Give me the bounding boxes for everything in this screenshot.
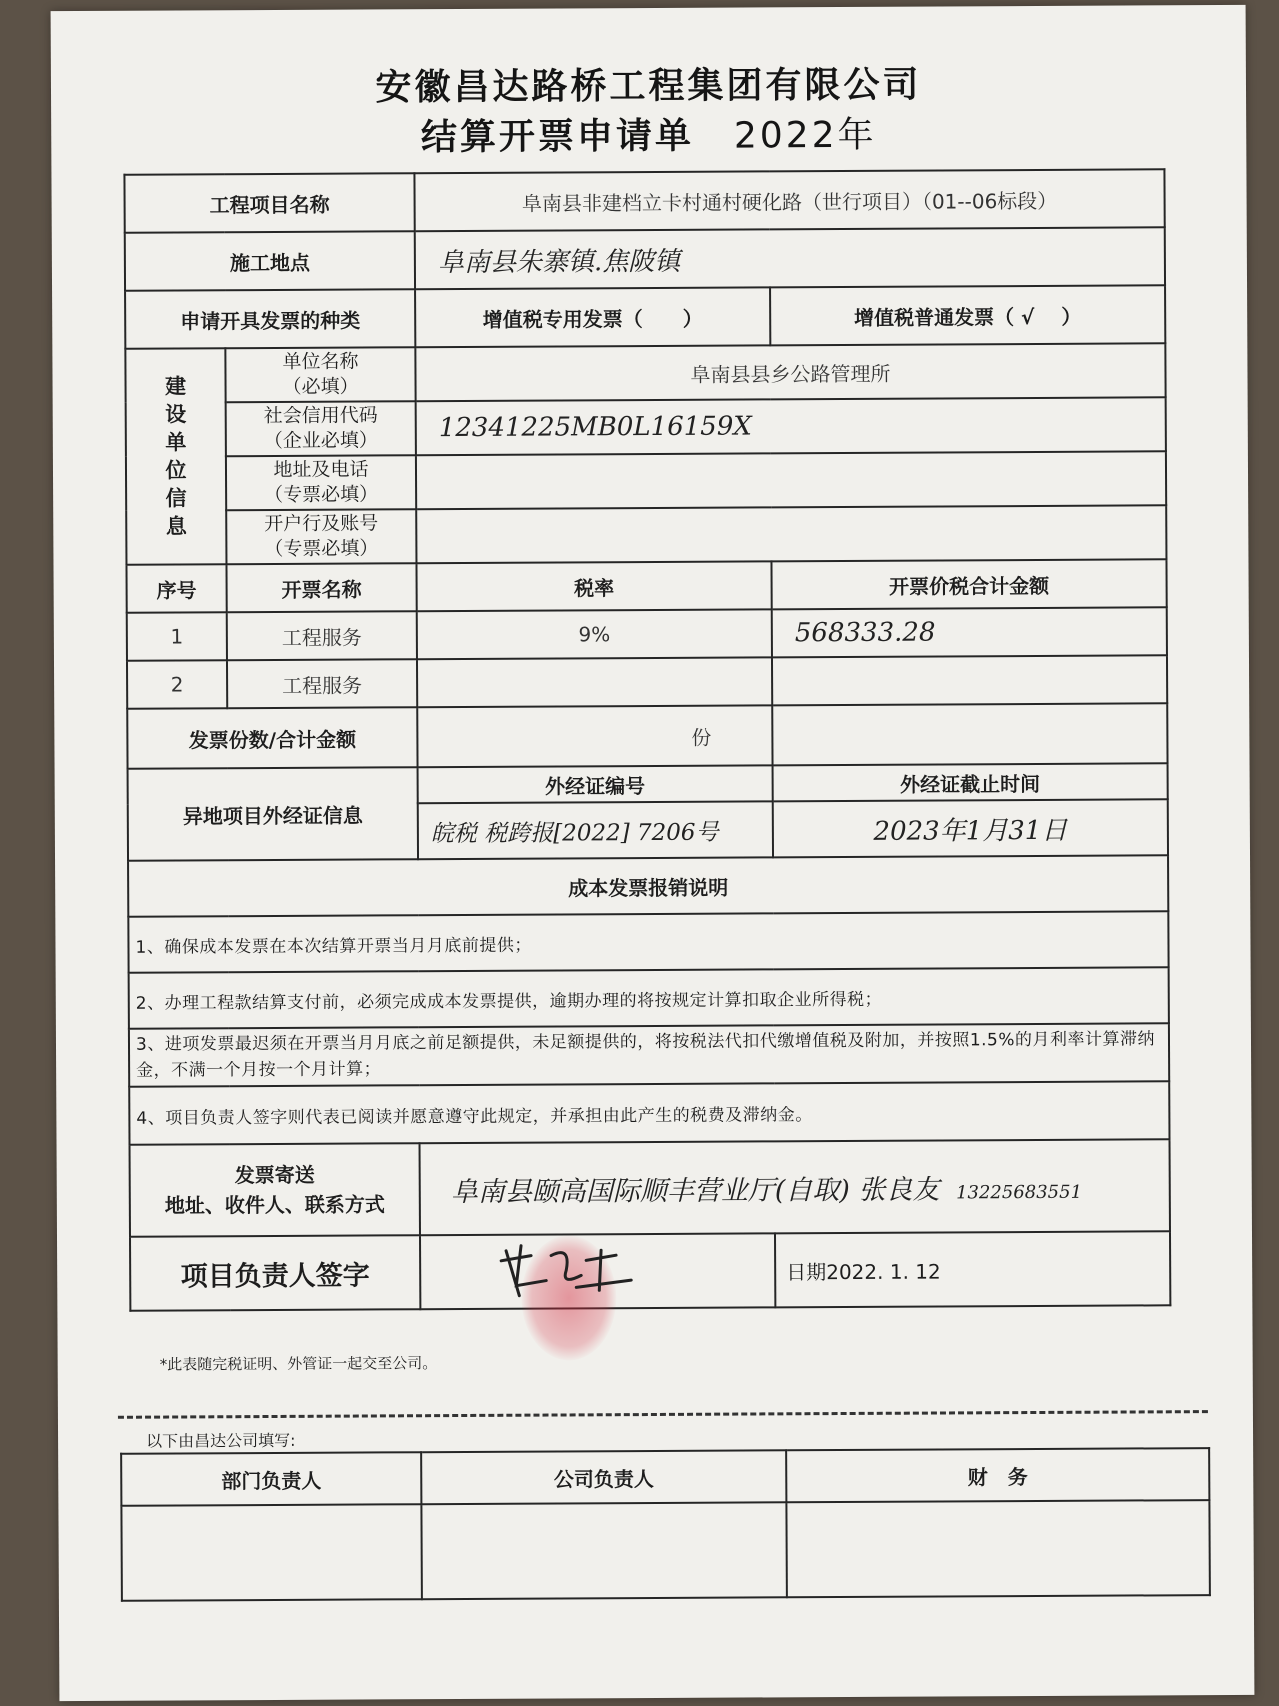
items-header-no: 序号 <box>126 564 226 613</box>
project-name-label: 工程项目名称 <box>124 173 414 233</box>
item-rate: 9% <box>417 609 772 659</box>
form-year: 2022年 <box>733 114 877 157</box>
builder-field-note: （必填） <box>282 375 359 398</box>
delivery-row <box>130 1139 1170 1236</box>
delivery-phone: 13225683551 <box>955 1181 1083 1203</box>
address-phone-value <box>416 451 1166 509</box>
builder-field-note: （专票必填） <box>264 483 379 507</box>
rule-text: 1、确保成本发票在本次结算开票当月月底前提供； <box>128 911 1168 972</box>
table-row <box>127 655 1167 708</box>
rules-title: 成本发票报销说明 <box>128 855 1168 916</box>
finance-header: 财 务 <box>786 1448 1209 1502</box>
delivery-address: 阜南县颐高国际顺丰营业厅(自取) 张良友 <box>450 1174 940 1208</box>
bank-account-value <box>416 505 1166 563</box>
copies-unit: 份 <box>417 705 772 767</box>
builder-field-name: 单位名称 <box>282 350 359 373</box>
company-head-signature <box>421 1502 786 1599</box>
special-invoice-option: 增值税专用发票（ ） <box>415 287 770 347</box>
finance-signature <box>786 1500 1209 1597</box>
project-name-row <box>124 169 1164 232</box>
company-fill-label: 以下由昌达公司填写: <box>146 1430 296 1451</box>
items-header-amount: 开票价税合计金额 <box>771 559 1166 609</box>
builder-field-label <box>226 455 416 510</box>
item-amount <box>772 655 1167 705</box>
cut-line <box>118 1410 1208 1419</box>
item-name: 工程服务 <box>227 611 417 660</box>
rules-title-row <box>128 855 1168 916</box>
project-name-value: 阜南县非建档立卡村通村硬化路（世行项目）（01--06标段） <box>414 169 1164 231</box>
builder-field-label <box>225 347 415 402</box>
builder-field-note: （企业必填） <box>263 429 378 453</box>
builder-row <box>126 397 1166 456</box>
item-no: 2 <box>127 660 227 709</box>
builder-field-name: 社会信用代码 <box>263 404 378 428</box>
builder-section-label <box>125 348 226 565</box>
dept-head-header: 部门负责人 <box>121 1452 421 1506</box>
rule-row <box>128 911 1168 972</box>
external-cert-row <box>128 763 1168 804</box>
signature-label: 项目负责人签字 <box>130 1235 420 1311</box>
company-head-header: 公司负责人 <box>421 1450 786 1504</box>
totals-row <box>127 703 1167 768</box>
rule-row <box>129 967 1169 1028</box>
delivery-label <box>130 1143 420 1237</box>
cert-number-header: 外经证编号 <box>418 765 773 803</box>
application-form-sheet <box>51 5 1255 1701</box>
rule-row <box>129 1023 1169 1086</box>
builder-row <box>126 451 1166 510</box>
builder-field-label <box>226 509 416 564</box>
rule-text: 3、进项发票最迟须在开票当月月底之前足额提供，未足额提供的，将按税法代扣代缴增值税及附加，并按照1.5%的月利率计算滞纳金，不满一个月按一个月计算； <box>129 1023 1169 1086</box>
form-title <box>51 105 1246 162</box>
items-header-row <box>126 559 1166 612</box>
site-value: 阜南县朱寨镇.焦陂镇 <box>415 227 1165 289</box>
invoice-type-row <box>125 285 1165 348</box>
builder-char: 单 <box>165 430 187 455</box>
footnote: *此表随完税证明、外管证一起交至公司。 <box>159 1354 438 1374</box>
builder-char: 信 <box>165 486 187 511</box>
delivery-label-line2: 地址、收件人、联系方式 <box>164 1192 385 1218</box>
external-cert-label: 异地项目外经证信息 <box>128 767 418 861</box>
site-row <box>125 227 1165 290</box>
unit-name-value: 阜南县县乡公路管理所 <box>415 343 1165 401</box>
totals-label: 发票份数/合计金额 <box>127 707 417 769</box>
builder-char: 息 <box>165 514 187 539</box>
delivery-label-line1: 发票寄送 <box>234 1162 315 1188</box>
item-rate <box>417 657 772 707</box>
application-table <box>123 168 1171 1311</box>
builder-row <box>125 343 1165 402</box>
signature-row <box>130 1231 1170 1310</box>
signature-area <box>420 1233 775 1309</box>
form-title-text: 结算开票申请单 <box>420 115 695 159</box>
builder-field-name: 地址及电话 <box>273 458 369 481</box>
invoice-type-label: 申请开具发票的种类 <box>125 289 415 349</box>
builder-field-note: （专票必填） <box>264 537 379 561</box>
item-name: 工程服务 <box>227 659 417 708</box>
handwritten-signature <box>491 1225 641 1316</box>
total-amount-value <box>772 703 1167 765</box>
company-fill-table <box>120 1447 1211 1602</box>
company-fill-blank-row <box>121 1500 1209 1601</box>
builder-field-label <box>226 401 416 456</box>
normal-invoice-option: 增值税普通发票（ √ ） <box>770 285 1165 345</box>
cert-deadline-value: 2023年1月31日 <box>773 799 1168 857</box>
site-label: 施工地点 <box>125 231 415 291</box>
signature-date: 日期2022. 1. 12 <box>775 1231 1170 1307</box>
builder-field-name: 开户行及账号 <box>264 512 379 536</box>
item-amount: 568333.28 <box>772 607 1167 657</box>
cert-deadline-header: 外经证截止时间 <box>773 763 1168 801</box>
dept-head-signature <box>121 1504 421 1601</box>
company-fill-header-row <box>121 1448 1209 1506</box>
delivery-value <box>420 1139 1170 1235</box>
rule-text: 4、项目负责人签字则代表已阅读并愿意遵守此规定，并承担由此产生的税费及滞纳金。 <box>129 1081 1169 1144</box>
cert-number-value: 皖税 税跨报[2022] 7206号 <box>418 801 773 859</box>
rule-text: 2、办理工程款结算支付前，必须完成成本发票提供，逾期办理的将按规定计算扣取企业所得税； <box>129 967 1169 1028</box>
item-no: 1 <box>127 612 227 661</box>
builder-char: 设 <box>165 402 187 427</box>
builder-char: 位 <box>165 458 187 483</box>
builder-row <box>126 505 1166 564</box>
rule-row <box>129 1081 1169 1144</box>
table-row <box>127 607 1167 660</box>
items-header-name: 开票名称 <box>226 563 416 612</box>
items-header-rate: 税率 <box>416 561 771 611</box>
builder-char: 建 <box>164 374 187 399</box>
company-title: 安徽昌达路桥工程集团有限公司 <box>375 64 922 109</box>
credit-code-value: 12341225MB0L16159X <box>416 397 1166 455</box>
